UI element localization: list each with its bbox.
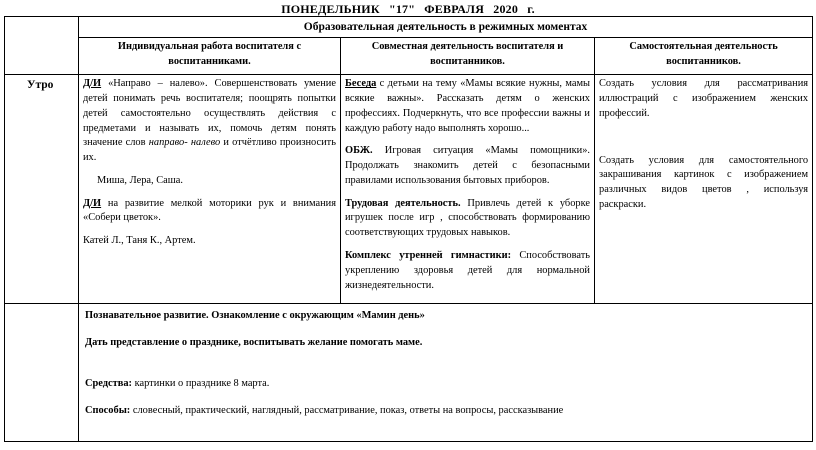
obzh-text: Игровая ситуация «Мамы помощники». Продолжать знакомить детей с безопасными правилами использования бытовых приборов.	[345, 145, 590, 186]
game2-text: на развитие мелкой моторики рук и внимания «Собери цветок».	[83, 197, 336, 224]
lesson-label-cell	[5, 304, 79, 442]
labor-text: Привлечь детей к уборке игрушек после игр , способствовать формированию соответствующих трудовых навыков.	[345, 197, 590, 239]
children2: Катей Л., Таня К., Артем.	[83, 235, 196, 247]
game1-end: и отчётливо произносить их.	[83, 137, 336, 164]
column-header-individual: Индивидуальная работа воспитателя с воспитанниками.	[79, 38, 341, 75]
talk-block	[345, 77, 590, 136]
lesson-cell	[79, 304, 813, 442]
game1-words: направо- налево	[148, 137, 221, 149]
talk-text: с детьми на тему «Мамы всякие нужны, мамы всякие важны». Рассказать детям о женских профессиях. Подчеркнуть, что все профессии важны и каждую работу надо выполнять хорошо...	[345, 78, 591, 134]
children1: Миша, Лера, Саша.	[97, 174, 183, 186]
obzh-title: ОБЖ.	[345, 145, 373, 157]
cell-independent	[595, 75, 813, 304]
row-label-morning: Утро	[5, 75, 79, 304]
title-year-suffix: г.	[527, 2, 535, 16]
lesson-means	[85, 377, 808, 392]
cell-joint	[341, 75, 595, 304]
lesson-title: Познавательное развитие. Ознакомление с окружающим «Мамин день»	[85, 310, 425, 322]
means-text: картинки о празднике 8 марта.	[134, 377, 270, 389]
table-row-morning	[5, 75, 813, 304]
title-day: ПОНЕДЕЛЬНИК	[281, 2, 380, 16]
labor-title: Трудовая деятельность.	[345, 197, 461, 209]
game1-text: Совершенствовать умение детей понимать речь воспитателя; поощрять попытки детей самостоятельно осуществлять действия с предметами и называть их, помочь детям понять значение слов	[83, 78, 336, 149]
game2-title: Д/И	[83, 197, 102, 209]
page-title	[0, 2, 816, 17]
game1-block	[83, 77, 336, 166]
column-header-independent: Самостоятельная деятельность воспитанников.	[595, 38, 813, 75]
lesson-goal: Дать представление о празднике, воспитывать желание помогать маме.	[85, 337, 423, 349]
title-year: 2020	[493, 2, 519, 16]
column-header-row	[5, 38, 813, 75]
table-header-row	[5, 17, 813, 38]
obzh-block	[345, 144, 590, 188]
title-month: ФЕВРАЛЯ	[424, 2, 485, 16]
gym-text: Способствовать укреплению здоровья детей для нормальной жизнедеятельности.	[345, 249, 590, 291]
game1-name: «Направо – налево».	[108, 78, 208, 90]
column-header-joint: Совместная деятельность воспитателя и воспитанников.	[341, 38, 595, 75]
plan-table	[4, 16, 813, 442]
talk-title: Беседа	[345, 78, 377, 90]
independent-text-2: Создать условия для самостоятельного закрашивания картинок с изображением различных видов цветов , используя раскраски.	[599, 154, 809, 210]
game1-title: Д/И	[83, 78, 102, 90]
gym-block	[345, 249, 590, 293]
game2-block	[83, 197, 336, 227]
title-date: "17"	[388, 2, 416, 16]
methods-text: словесный, практический, наглядный, рассматривание, показ, ответы на вопросы, рассказывание	[132, 404, 564, 416]
gym-title: Комплекс утренней гимнастики:	[345, 249, 512, 261]
main-header: Образовательная деятельность в режимных моментах	[79, 17, 813, 38]
independent-text-1: Создать условия для рассматривания иллюстраций с изображением женских профессий.	[599, 78, 809, 119]
table-row-lesson	[5, 304, 813, 442]
cell-individual	[79, 75, 341, 304]
corner-cell	[5, 17, 79, 75]
means-label: Средства:	[85, 377, 132, 389]
lesson-methods	[85, 404, 808, 419]
labor-block	[345, 197, 590, 241]
methods-label: Способы:	[85, 404, 131, 416]
